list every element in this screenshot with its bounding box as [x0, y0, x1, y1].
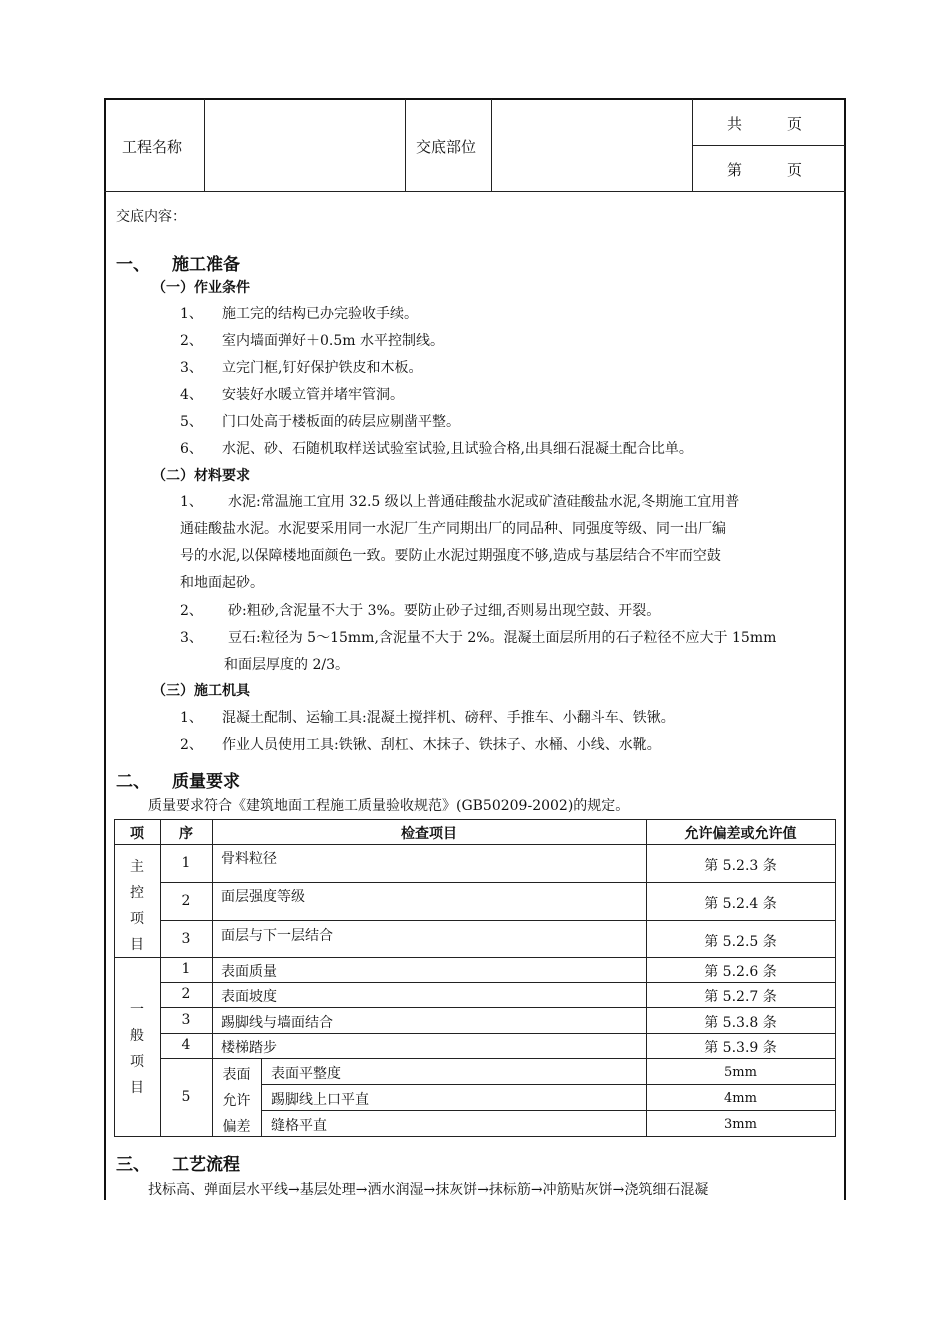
table-line — [114, 957, 836, 958]
quality-intro: 质量要求符合《建筑地面工程施工质量验收规范》(GB50209-2002)的规定。 — [148, 798, 630, 814]
item-number: 1、 — [180, 710, 203, 726]
section-1-heading — [116, 250, 240, 275]
list-item — [180, 384, 404, 404]
table-line — [114, 844, 836, 845]
list-item — [180, 330, 444, 350]
header-page-divider — [692, 145, 845, 146]
content-label: 交底内容： — [116, 209, 186, 225]
location-field[interactable] — [498, 136, 683, 156]
table-header-value: 允许偏差或允许值 — [684, 826, 797, 842]
table-cell-value: 第 5.3.8 条 — [704, 1015, 777, 1031]
table-cell-value: 第 5.2.5 条 — [704, 934, 777, 950]
table-cell-seq: 1 — [181, 961, 191, 977]
table-cell-value: 第 5.3.9 条 — [704, 1040, 777, 1056]
table-line — [160, 982, 836, 983]
table-cell-item: 楼梯踏步 — [221, 1040, 277, 1056]
group-char: 允许 — [222, 1093, 251, 1109]
group-char: 偏差 — [222, 1119, 251, 1135]
project-name-label: 工程名称 — [122, 138, 183, 156]
table-cell-value: 3mm — [724, 1117, 757, 1132]
item-text: 砂:粗砂,含泥量不大于 3%。要防止砂子过细,否则易出现空鼓、开裂。 — [228, 603, 661, 619]
group-char: 项 — [130, 1054, 144, 1070]
subsection-1-title: （一）作业条件 — [152, 280, 250, 296]
table-cell-item: 踢脚线与墙面结合 — [221, 1015, 333, 1031]
list-item — [180, 734, 661, 754]
table-header-seq: 序 — [179, 826, 193, 842]
item-text: 作业人员使用工具:铁锹、刮杠、木抹子、铁抹子、水桶、小线、水靴。 — [222, 737, 661, 753]
material-item-1-line-4: 和地面起砂。 — [180, 575, 264, 591]
table-header-item: 检查项目 — [401, 826, 457, 842]
item-text: 水泥:常温施工宜用 32.5 级以上普通硅酸盐水泥或矿渣硅酸盐水泥,冬期施工宜用普 — [228, 494, 740, 510]
section-1-number: 一、 — [116, 255, 150, 275]
item-number: 3、 — [180, 360, 203, 376]
item-number: 2、 — [180, 737, 203, 753]
table-line — [160, 920, 836, 921]
item-number: 4、 — [180, 387, 203, 403]
material-item-3-line-1 — [180, 627, 776, 647]
frame-top — [104, 98, 846, 100]
table-cell-item: 缝格平直 — [271, 1118, 327, 1134]
main-control-label — [114, 854, 160, 958]
material-item-1-line-3: 号的水泥,以保障楼地面颜色一致。要防止水泥过期强度不够,造成与基层结合不牢而空鼓 — [180, 548, 721, 564]
item-text: 水泥、砂、石随机取样送试验室试验,且试验合格,出具细石混凝土配合比单。 — [222, 441, 693, 457]
table-cell-value: 5mm — [724, 1065, 757, 1080]
table-cell-value: 第 5.2.6 条 — [704, 964, 777, 980]
table-line — [261, 1084, 836, 1085]
table-cell-seq: 4 — [181, 1037, 191, 1053]
page-number: 第 页 — [727, 161, 803, 179]
table-cell-value: 第 5.2.3 条 — [704, 858, 777, 874]
item-number: 1、 — [180, 494, 203, 510]
table-cell-item: 面层与下一层结合 — [221, 928, 333, 944]
group-char: 目 — [130, 1080, 144, 1096]
table-cell-seq: 1 — [181, 855, 191, 871]
table-cell-item: 表面平整度 — [271, 1066, 341, 1082]
header-divider — [405, 99, 406, 191]
table-cell-value: 第 5.2.7 条 — [704, 989, 777, 1005]
list-item — [180, 357, 422, 377]
item-number: 6、 — [180, 441, 203, 457]
table-cell-seq: 3 — [181, 1012, 191, 1028]
item-text: 安装好水暖立管并堵牢管洞。 — [222, 387, 404, 403]
item-text: 豆石:粒径为 5～15mm,含泥量不大于 2%。混凝土面层所用的石子粒径不应大于 15mm — [228, 630, 777, 646]
header-divider — [491, 99, 492, 191]
group-char: 目 — [130, 937, 144, 953]
list-item — [180, 303, 418, 323]
location-label: 交底部位 — [416, 138, 477, 156]
table-cell-value: 第 5.2.4 条 — [704, 896, 777, 912]
material-item-3-line-2: 和面层厚度的 2/3。 — [224, 657, 349, 673]
project-name-field[interactable] — [212, 136, 397, 156]
list-item — [180, 707, 675, 727]
header-divider — [204, 99, 205, 191]
table-line — [261, 1058, 262, 1136]
table-cell-item: 表面质量 — [221, 964, 277, 980]
tolerance-group-label — [212, 1062, 261, 1140]
table-cell-seq: 3 — [181, 931, 191, 947]
total-pages: 共 页 — [727, 115, 803, 133]
section-2-title: 质量要求 — [172, 772, 240, 792]
table-cell-seq: 2 — [181, 986, 191, 1002]
table-cell-seq: 5 — [181, 1089, 191, 1105]
table-line — [160, 1033, 836, 1034]
group-char: 主 — [130, 859, 144, 875]
header-bottom-line — [104, 191, 846, 192]
section-3-title: 工艺流程 — [172, 1155, 240, 1175]
table-line — [835, 819, 836, 1136]
item-text: 混凝土配制、运输工具:混凝土搅拌机、磅秤、手推车、小翻斗车、铁锹。 — [222, 710, 675, 726]
table-cell-item: 骨料粒径 — [221, 851, 277, 867]
item-number: 5、 — [180, 414, 203, 430]
table-cell-item: 表面坡度 — [221, 989, 277, 1005]
table-line — [114, 819, 836, 820]
item-text: 室内墙面弹好＋0.5m 水平控制线。 — [222, 333, 444, 349]
material-item-1-line-1 — [180, 491, 739, 511]
item-text: 门口处高于楼板面的砖层应剔凿平整。 — [222, 414, 460, 430]
group-char: 般 — [130, 1028, 144, 1044]
subsection-2-title: （二）材料要求 — [152, 468, 250, 484]
material-item-1-line-2: 通硅酸盐水泥。水泥要采用同一水泥厂生产同期出厂的同品种、同强度等级、同一出厂编 — [180, 521, 726, 537]
section-3-number: 三、 — [116, 1155, 150, 1175]
table-cell-item: 踢脚线上口平直 — [271, 1092, 369, 1108]
list-item — [180, 438, 693, 458]
section-2-number: 二、 — [116, 772, 150, 792]
group-char: 控 — [130, 885, 144, 901]
item-text: 立完门框,钉好保护铁皮和木板。 — [222, 360, 423, 376]
table-cell-seq: 2 — [181, 893, 191, 909]
item-number: 3、 — [180, 630, 203, 646]
section-3-heading — [116, 1150, 240, 1175]
item-number: 2、 — [180, 333, 203, 349]
frame-right — [844, 98, 846, 1200]
section-2-heading — [116, 767, 240, 792]
table-line — [160, 1007, 836, 1008]
material-item-2 — [180, 600, 660, 620]
list-item — [180, 411, 460, 431]
item-text: 施工完的结构已办完验收手续。 — [222, 306, 418, 322]
group-char: 表面 — [222, 1067, 251, 1083]
frame-left — [104, 98, 106, 1200]
section-1-title: 施工准备 — [172, 255, 240, 275]
table-line — [160, 882, 836, 883]
subsection-3-title: （三）施工机具 — [152, 683, 250, 699]
group-char: 一 — [130, 1002, 144, 1018]
table-cell-item: 面层强度等级 — [221, 889, 305, 905]
item-number: 1、 — [180, 306, 203, 322]
process-flow: 找标高、弹面层水平线→基层处理→洒水润湿→抹灰饼→抹标筋→冲筋贴灰饼→浇筑细石混凝 — [148, 1182, 709, 1198]
table-header-category: 项 — [130, 826, 144, 842]
group-char: 项 — [130, 911, 144, 927]
table-line — [261, 1110, 836, 1111]
item-number: 2、 — [180, 603, 203, 619]
general-item-label — [114, 997, 160, 1101]
table-cell-value: 4mm — [724, 1091, 757, 1106]
